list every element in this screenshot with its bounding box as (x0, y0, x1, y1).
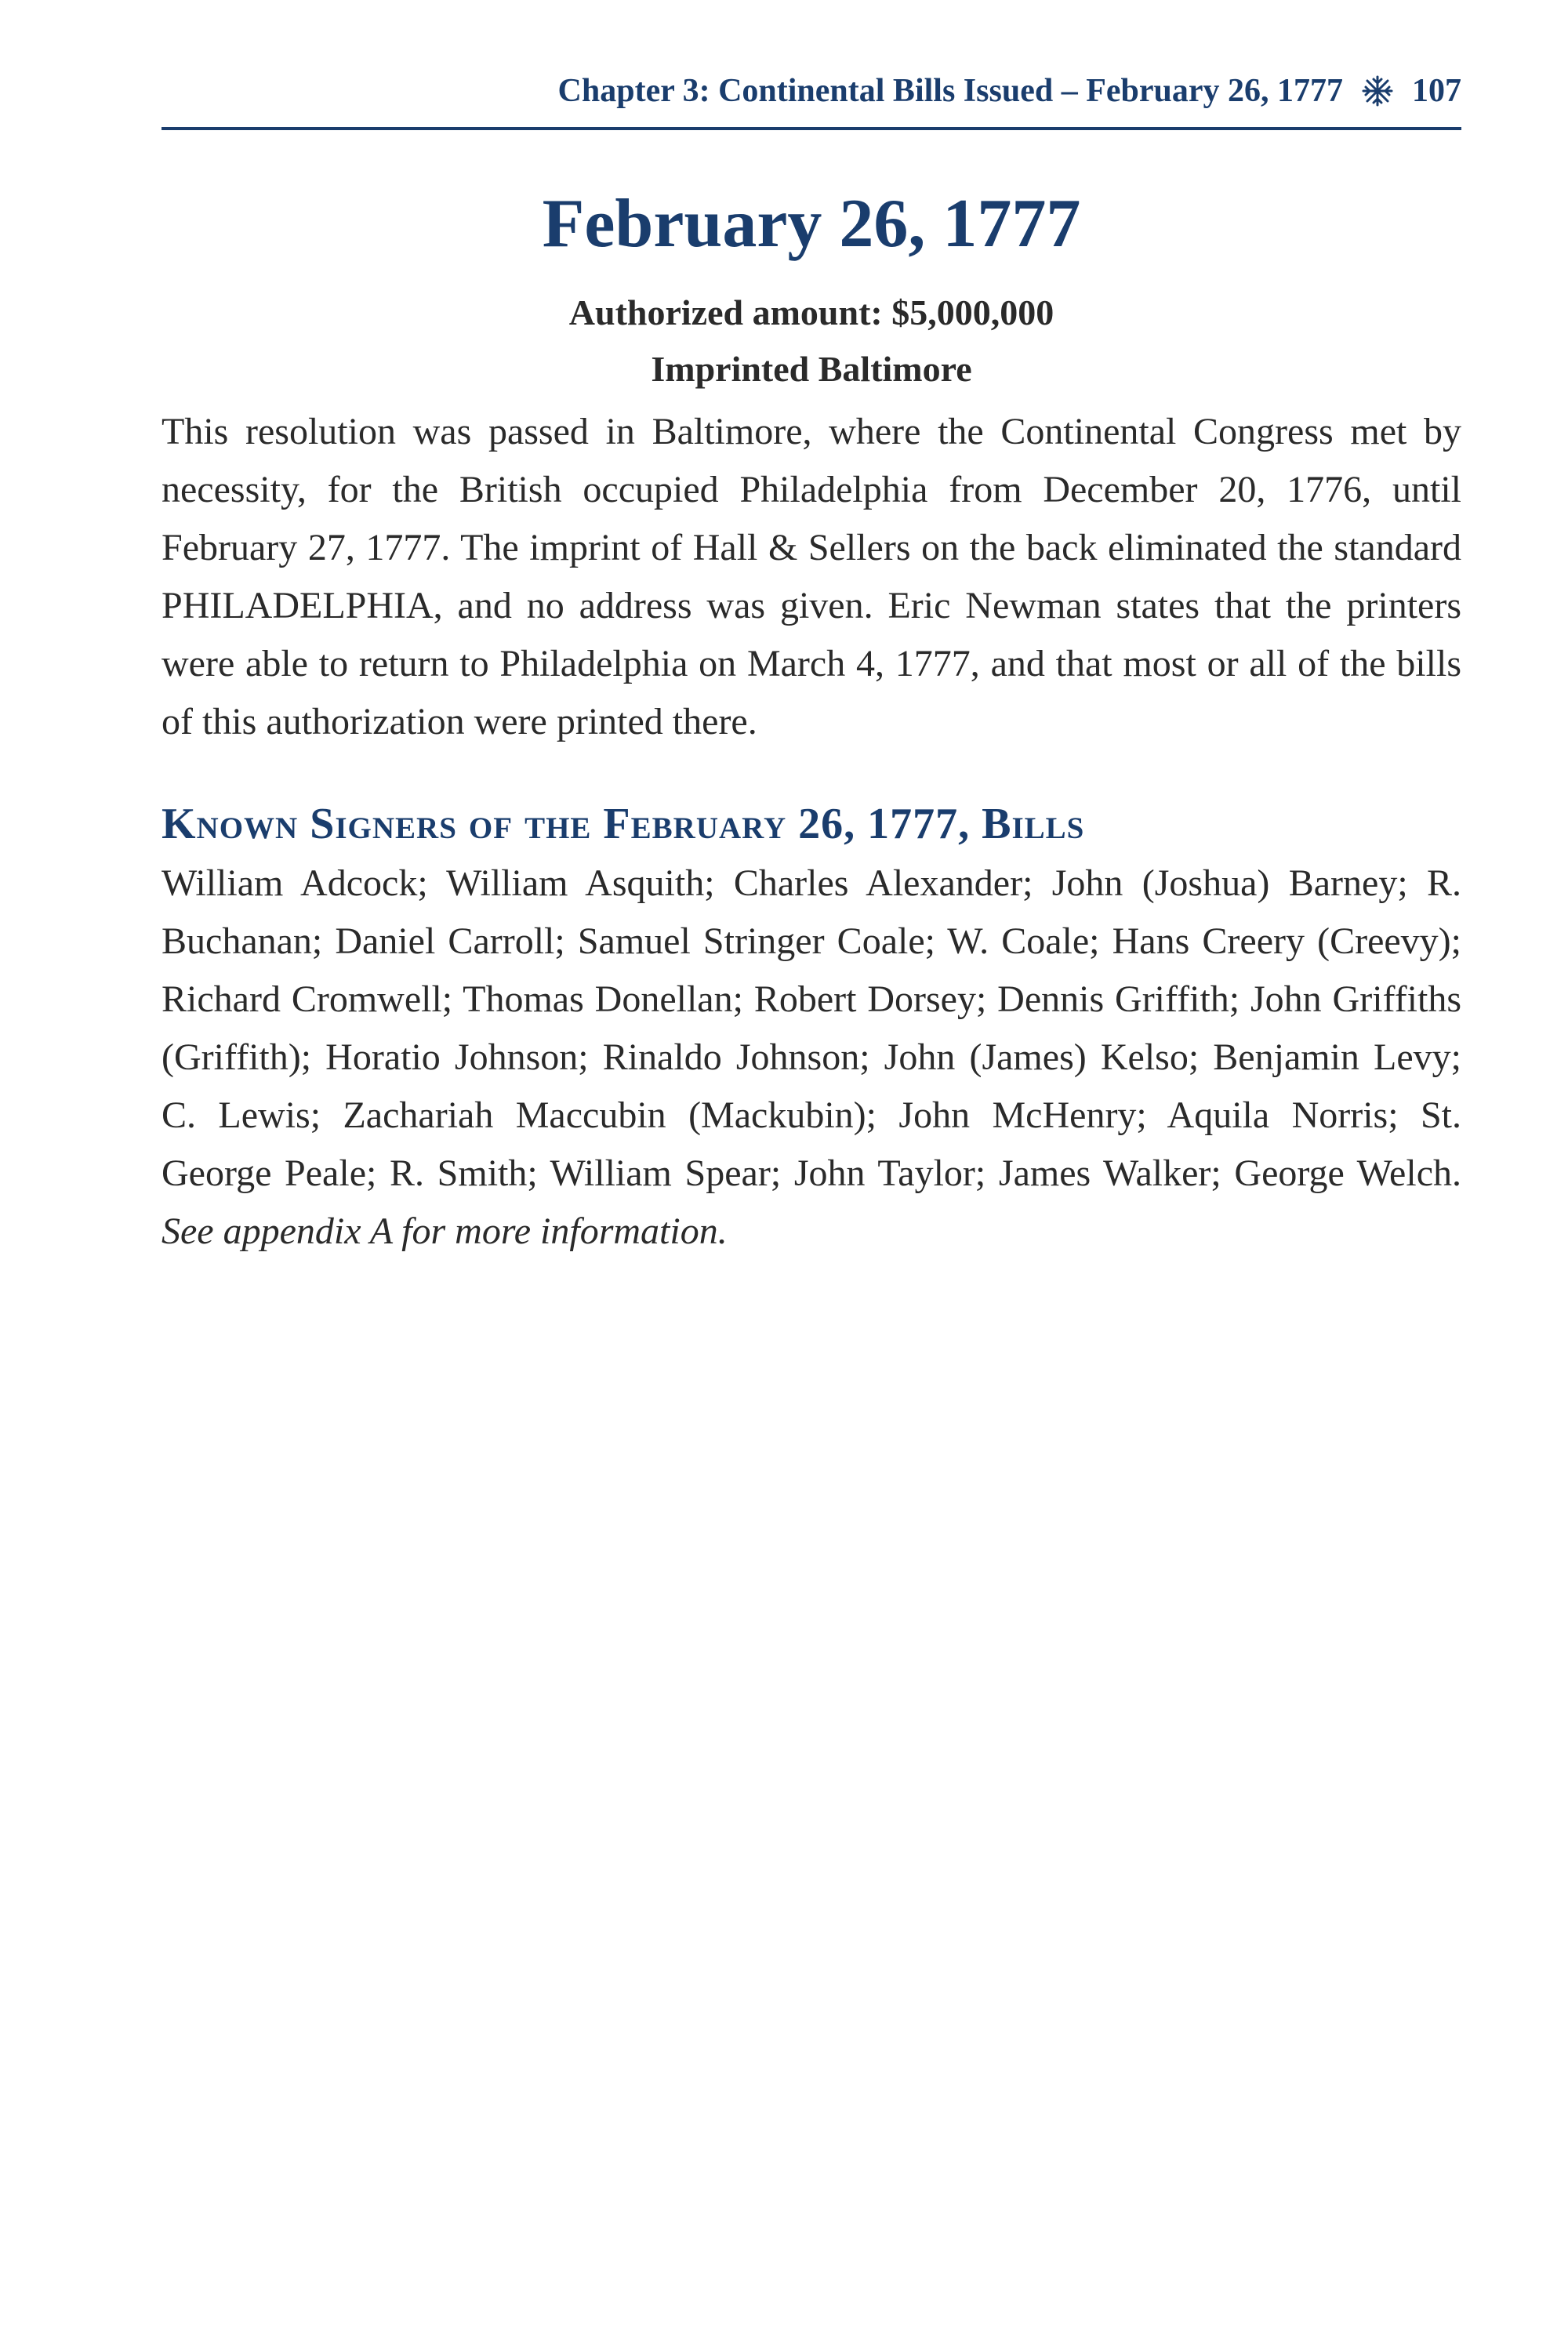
signers-list: William Adcock; William Asquith; Charles Alexander; John (Joshua) Barney; R. Buchanan; Daniel Carroll; Samuel Stringer Coale; W. Coale; Hans Creery (Creevy); Richard Cromwell; Thomas Donellan; Robert Dorsey; Dennis Griffith; John Griffiths (Griffith); Horatio Johnson; Rinaldo Johnson; John (James) Kelso; Benjamin Levy; C. Lewis; Zachariah Maccubin (Mackubin); John McHenry; Aquila Norris; St. George Peale; R. Smith; William Spear; John Taylor; James Walker; George Welch. (162, 862, 1461, 1194)
section-title: February 26, 1777 (542, 186, 1081, 262)
snowflake-ornament-icon (1360, 74, 1395, 108)
running-header (558, 72, 1461, 110)
signers-note: See appendix A for more information. (162, 1210, 728, 1252)
signers-heading: Known Signers of the February 26, 1777, Bills (162, 800, 1085, 848)
running-title: Chapter 3: Continental Bills Issued – February 26, 1777 (557, 73, 1343, 109)
imprint-location: Imprinted Baltimore (651, 349, 972, 389)
intro-paragraph: This resolution was passed in Baltimore, where the Continental Congress met by necessity, for the British occupied Philadelphia from December 20, 1776, until February 27, 1777. The imprint of Hall & Sellers on the back eliminated the standard PHILADELPHIA, and no address was given. Eric Newman states that the printers were able to return to Philadelphia on March 4, 1777, and that most or all of the bills of this authorization were printed there. (162, 411, 1461, 742)
signers-paragraph (162, 855, 1461, 1261)
authorized-amount: Authorized amount: $5,000,000 (568, 292, 1054, 332)
header-rule (162, 127, 1461, 130)
page-number: 107 (1412, 73, 1461, 109)
